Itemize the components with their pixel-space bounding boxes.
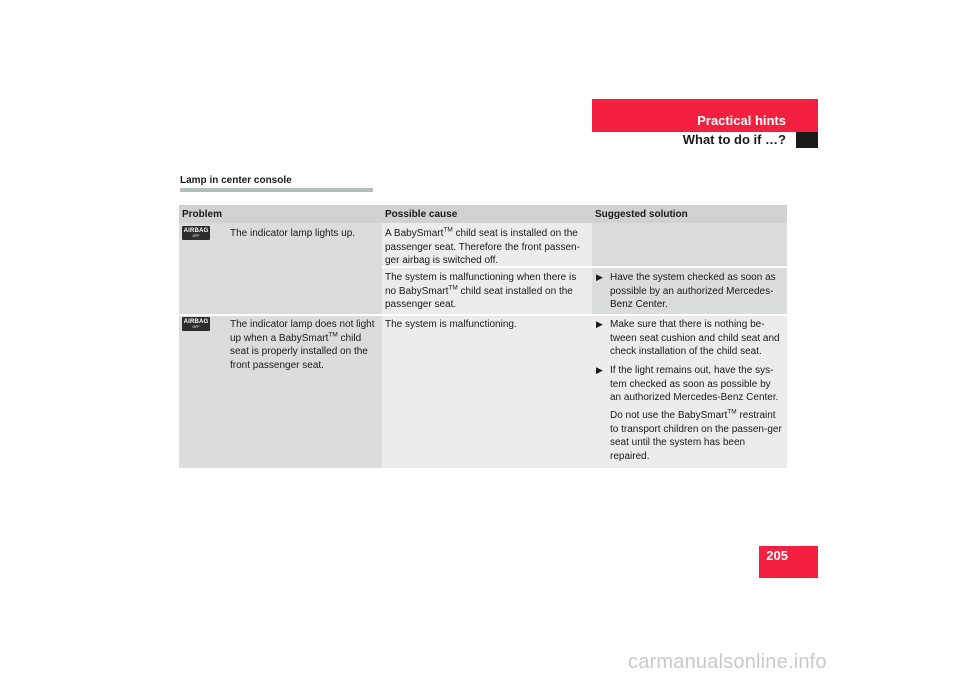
cause-text: The system is malfunctioning when there is no BabySmart™ child seat installed on the passenger seat. [385,272,577,310]
header-problem: Problem [182,209,223,220]
airbag-off-icon: AIRBAG OFF [183,319,209,329]
watermark: carmanualsonline.info [628,651,827,673]
page-number-box [759,546,818,578]
bullet-arrow-icon: ▶ [596,365,603,375]
subsection-heading: What to do if …? [682,132,786,147]
problem-text: The indicator lamp does not light up when a BabySmart™ child seat is properly installed on the front passenger seat. [230,319,375,371]
page-number: 205 [766,548,788,563]
bullet-arrow-icon: ▶ [596,272,603,282]
solution-cell-empty [592,223,787,267]
header-solution: Suggested solution [595,209,688,220]
header-marker [796,132,818,148]
problem-text: The indicator lamp lights up. [230,228,356,239]
cause-text: A BabySmart™ child seat is installed on the passenger seat. Therefore the front passen-ger airbag is switched off. [385,226,580,266]
problem-table: Problem Possible cause Suggested solution AIRBAG OFF The indicator lamp lights up. A BabySmart™ child seat is installed on the passenger seat. Therefore the front passen-ger airbag is switched off. The system is malfunctioning when there is no BabySmart™ child seat installed on the passenger seat. ▶ Have the system checked as soon as possible by an authorized Mercedes-Benz Center. AIRBAG OFF The indicator lamp does not light up when a BabySmart™ child seat is properly installed on the front passenger seat. The system is malfunctioning. ▶ Make sure that there is nothing be-tween seat cushion and child seat and check installation of the child seat. ▶ If the light remains out, have the sys-tem checked as soon as possible by an authorized Mercedes-Benz Center. Do not use the BabySmart™ restraint to transport children on the passen-ger seat until the system has been repaired. [179,205,787,468]
table-header [179,205,787,223]
row-divider [179,314,787,316]
airbag-off-icon: AIRBAG OFF [183,228,209,238]
section-heading: Practical hints [697,113,786,128]
bullet-arrow-icon: ▶ [596,319,603,329]
cause-text: The system is malfunctioning. [385,319,517,330]
header-cause: Possible cause [385,209,458,220]
title-underline [180,188,373,192]
page-title: Lamp in center console [180,175,292,186]
header-bar [592,99,818,132]
